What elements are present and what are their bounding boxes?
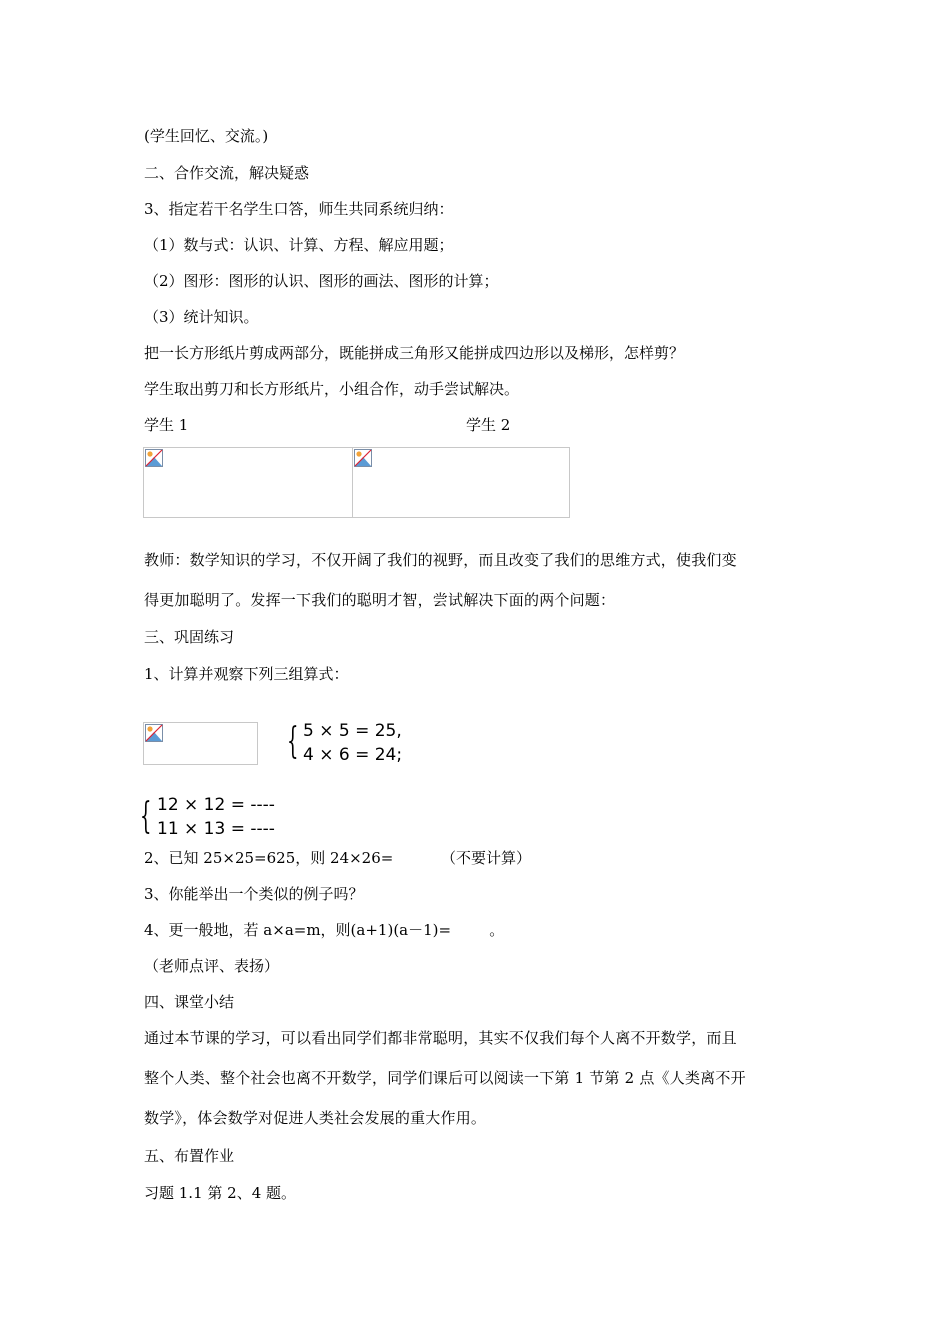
student-1-label: 学生 1 (144, 416, 189, 434)
summary-line-1: 通过本节课的学习，可以看出同学们都非常聪明，其实不仅我们每个人离不开数学，而且 (144, 1029, 737, 1047)
brace-group-1: { (287, 721, 299, 762)
summary-line-2: 整个人类、整个社会也离不开数学，同学们课后可以阅读一下第 1 节第 2 点《人类离不开 (144, 1069, 746, 1087)
exercise-3-text: 3、你能举出一个类似的例子吗？ (144, 885, 364, 903)
student-1-image (143, 447, 355, 518)
broken-image-icon (145, 724, 163, 742)
broken-image-icon (354, 449, 372, 467)
section-3-heading: 三、巩固练习 (144, 628, 235, 646)
teacher-remark-line-1: 教师：数学知识的学习，不仅开阔了我们的视野，而且改变了我们的思维方式，使我们变 (144, 551, 737, 569)
broken-image-icon (145, 449, 163, 467)
paper-cut-activity: 学生取出剪刀和长方形纸片，小组合作，动手尝试解决。 (144, 380, 520, 398)
summary-item-3: （3）统计知识。 (144, 308, 259, 326)
student-2-label: 学生 2 (466, 416, 511, 434)
equation-1b: 4 × 6 = 24; (303, 745, 403, 765)
summary-item-2: （2）图形：图形的认识、图形的画法、图形的计算； (144, 272, 499, 290)
student-2-image (352, 447, 570, 518)
equation-2a: 12 × 12 = ---- (157, 795, 275, 815)
equation-2b: 11 × 13 = ---- (157, 819, 275, 839)
section-2-heading: 二、合作交流，解决疑惑 (144, 164, 310, 182)
step-3-text: 3、指定若干名学生口答，师生共同系统归纳： (144, 200, 454, 218)
summary-item-1: （1）数与式：认识、计算、方程、解应用题； (144, 236, 454, 254)
section-5-heading: 五、布置作业 (144, 1147, 235, 1165)
section-4-heading: 四、课堂小结 (144, 993, 235, 1011)
equation-1a: 5 × 5 = 25, (303, 721, 402, 741)
exercise-image (143, 722, 258, 765)
teacher-remark-line-2: 得更加聪明了。发挥一下我们的聪明才智，尝试解决下面的两个问题： (144, 591, 616, 609)
recall-note: (学生回忆、交流。) (144, 127, 269, 145)
exercise-2-text: 2、已知 25×25=625，则 24×26= （不要计算） (144, 849, 532, 867)
exercise-1-text: 1、计算并观察下列三组算式： (144, 665, 349, 683)
exercise-4-text: 4、更一般地，若 a×a=m，则(a+1)(a－1)= 。 (144, 921, 505, 939)
brace-group-2: { (140, 796, 152, 837)
summary-line-3: 数学》，体会数学对促进人类社会发展的重大作用。 (144, 1109, 487, 1127)
paper-cut-question: 把一长方形纸片剪成两部分，既能拼成三角形又能拼成四边形以及梯形，怎样剪？ (144, 344, 685, 362)
teacher-comment: （老师点评、表扬） (144, 957, 280, 975)
homework-text: 习题 1.1 第 2、4 题。 (144, 1184, 297, 1202)
